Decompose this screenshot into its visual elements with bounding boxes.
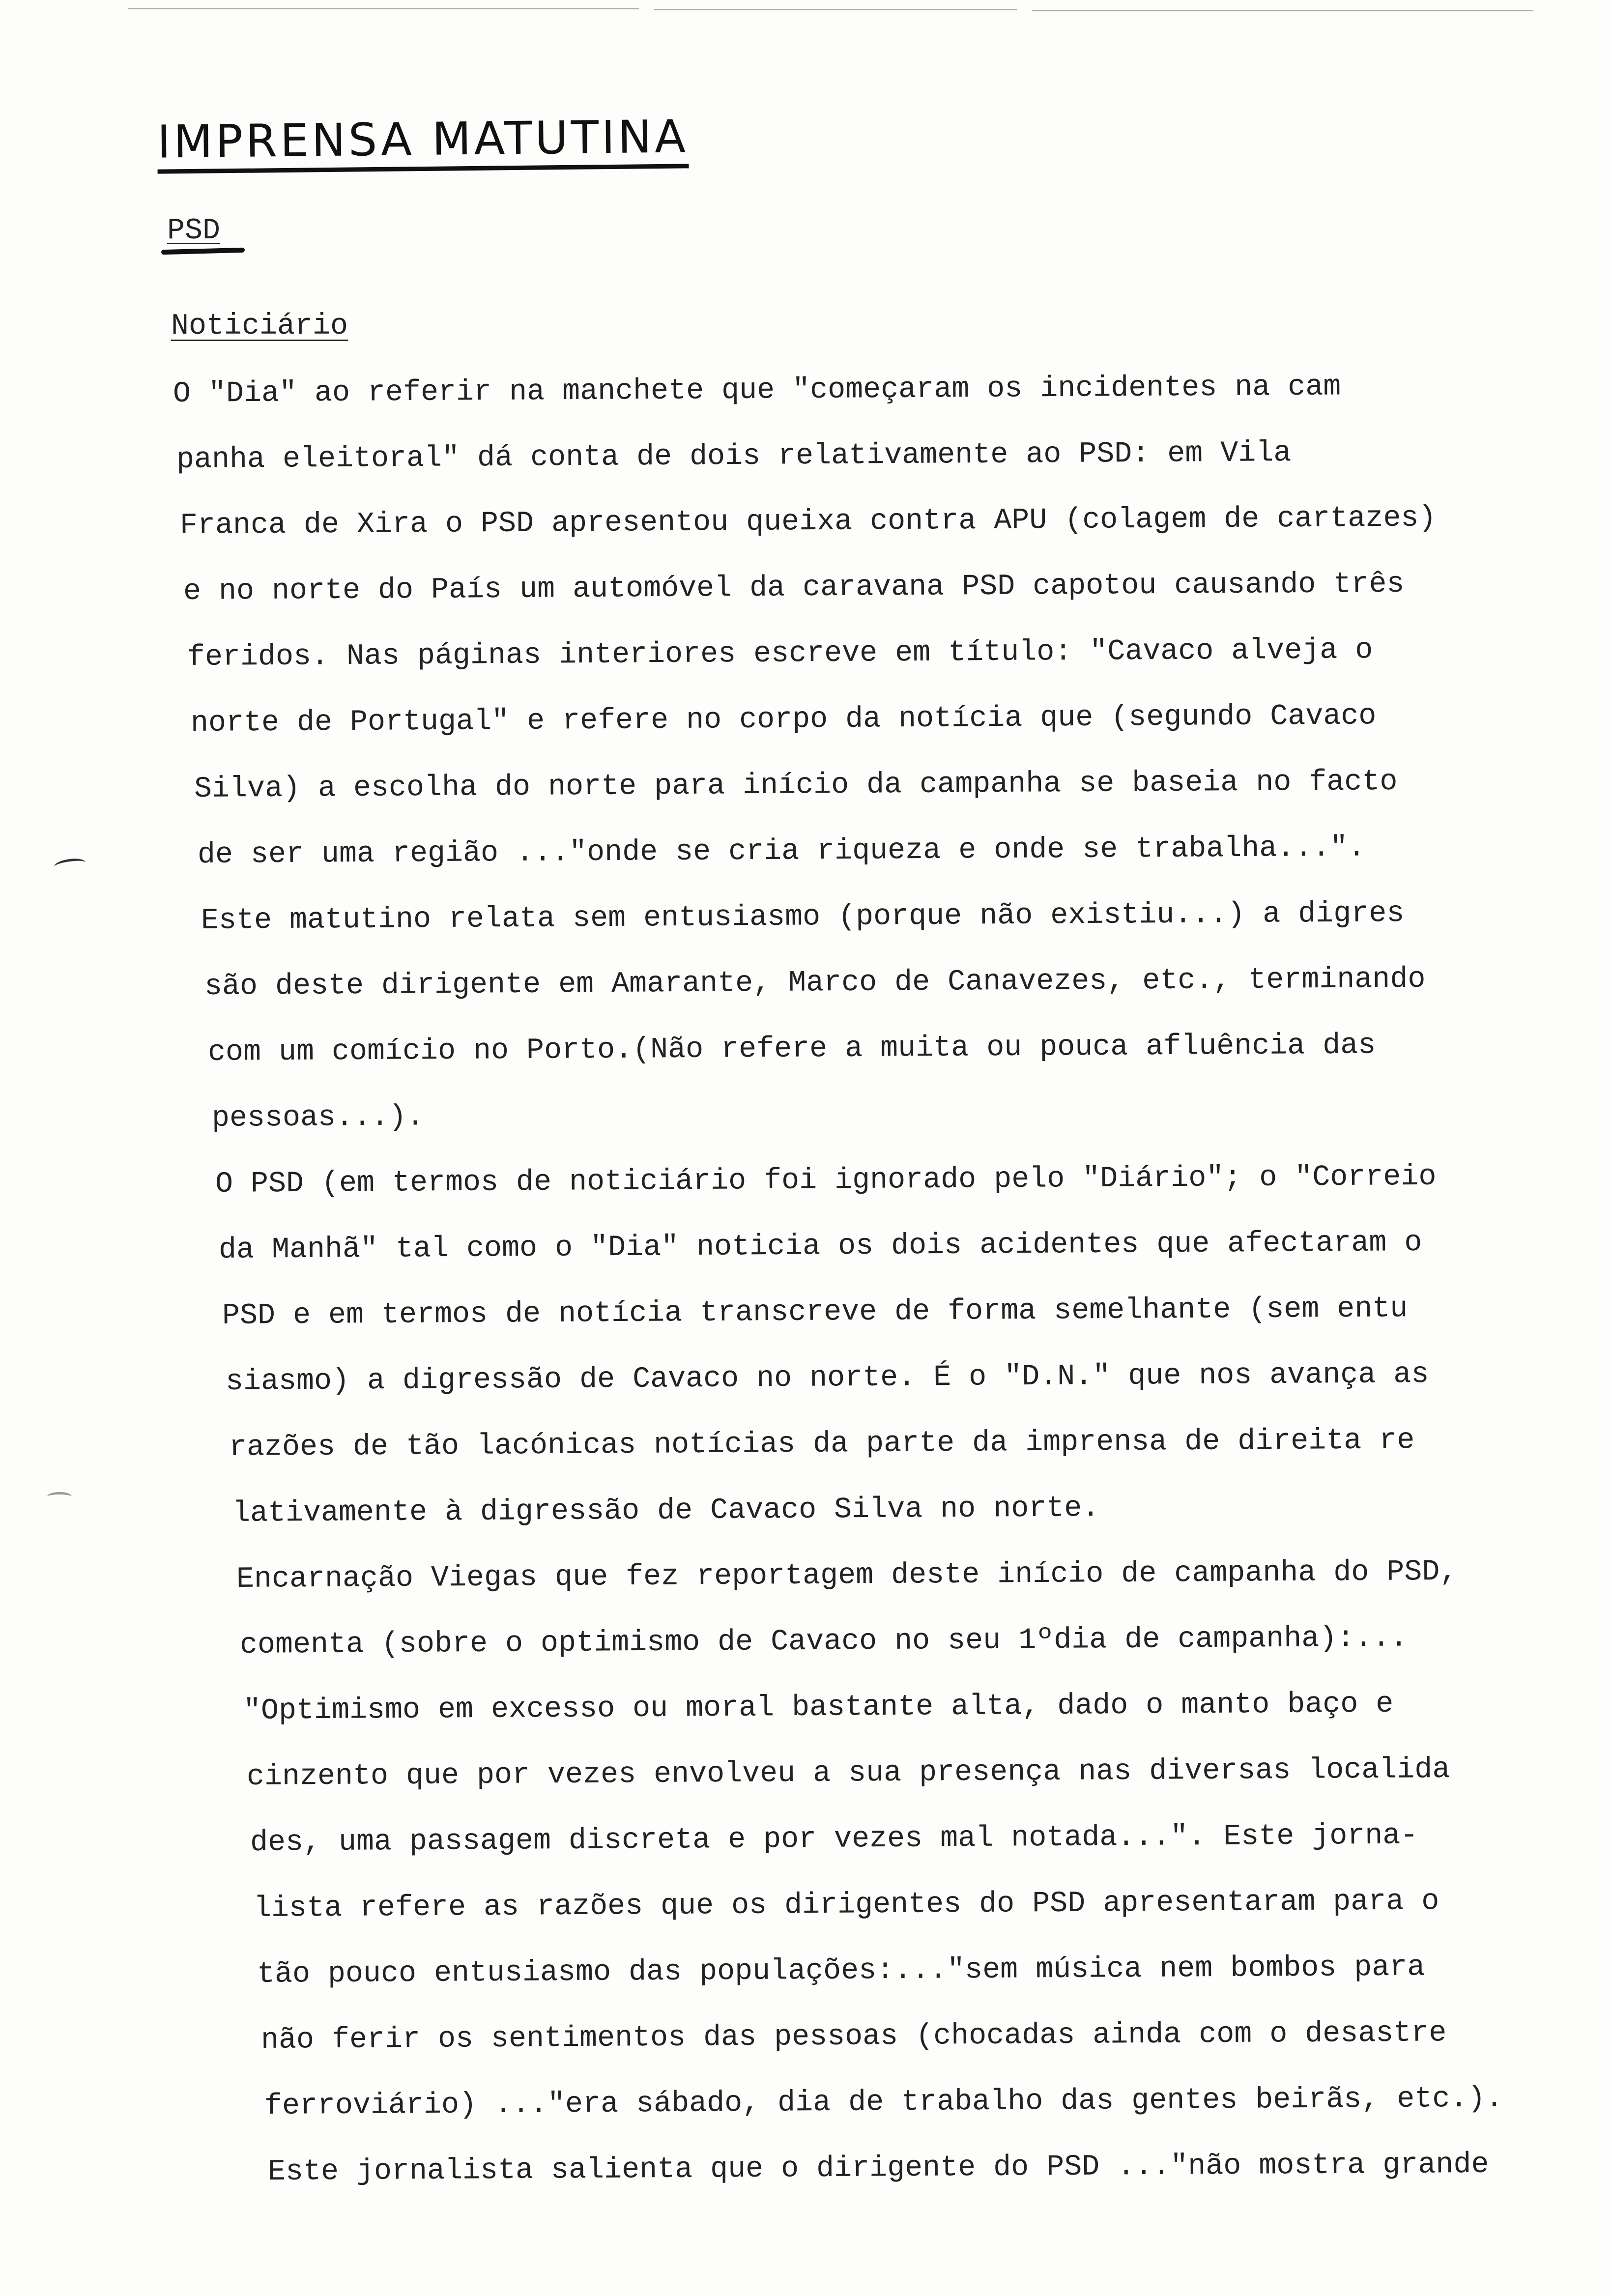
body-line: panha eleitoral" dá conta de dois relativamente ao PSD: em Vila xyxy=(176,436,1292,477)
body-line: Este matutino relata sem entusiasmo (porque não existiu...) a digres xyxy=(201,897,1405,938)
top-rule-right xyxy=(1032,10,1533,11)
body-line: O "Dia" ao referir na manchete que "começaram os incidentes na cam xyxy=(173,370,1341,411)
body-line: "Optimismo em excesso ou moral bastante alta, dado o manto baço e xyxy=(243,1687,1394,1728)
top-rule-left xyxy=(128,8,639,9)
margin-mark xyxy=(47,1492,72,1501)
body-line: lista refere as razões que os dirigentes do PSD apresentaram para o xyxy=(254,1885,1439,1925)
body-line: norte de Portugal" e refere no corpo da notícia que (segundo Cavaco xyxy=(190,699,1377,740)
body-line: O PSD (em termos de noticiário foi ignorado pelo "Diário"; o "Correio xyxy=(215,1160,1437,1201)
body-line: PSD e em termos de notícia transcreve de forma semelhante (sem entu xyxy=(222,1292,1408,1333)
body-line: feridos. Nas páginas interiores escreve em título: "Cavaco alveja o xyxy=(187,633,1373,674)
body-line: da Manhã" tal como o "Dia" noticia os dois acidentes que afectaram o xyxy=(218,1226,1422,1267)
section-label: PSD xyxy=(167,214,221,248)
body-line: ferroviário) ..."era sábado, dia de trabalho das gentes beirãs, etc.). xyxy=(264,2082,1503,2123)
body-line: Este jornalista salienta que o dirigente do PSD ..."não mostra grande xyxy=(267,2148,1489,2189)
body-line: lativamente à digressão de Cavaco Silva no norte. xyxy=(232,1492,1100,1530)
top-rule-middle xyxy=(654,9,1017,10)
body-line: Franca de Xira o PSD apresentou queixa contra APU (colagem de cartazes) xyxy=(180,501,1437,543)
margin-mark xyxy=(54,857,86,873)
body-line: razões de tão lacónicas notícias da parte da imprensa de direita re xyxy=(229,1424,1415,1464)
body-line: comenta (sobre o optimismo de Cavaco no seu 1ºdia de campanha):... xyxy=(239,1621,1408,1662)
body-line: não ferir os sentimentos das pessoas (chocadas ainda com o desastre xyxy=(260,2016,1447,2057)
body-line: cinzento que por vezes envolveu a sua presença nas diversas localida xyxy=(246,1753,1450,1794)
body-line: Encarnação Viegas que fez reportagem deste início de campanha do PSD, xyxy=(236,1555,1458,1596)
body-line: são deste dirigente em Amarante, Marco de Canavezes, etc., terminando xyxy=(204,962,1426,1004)
handwritten-title: IMPRENSA MATUTINA xyxy=(157,110,689,173)
body-line: Silva) a escolha do norte para início da campanha se baseia no facto xyxy=(194,765,1398,806)
subheading: Noticiário xyxy=(171,310,348,343)
body-line: siasmo) a digressão de Cavaco no norte. É o "D.N." que nos avança as xyxy=(225,1358,1429,1399)
body-line: des, uma passagem discreta e por vezes mal notada...". Este jorna- xyxy=(250,1819,1418,1860)
body-line: e no norte do País um automóvel da caravana PSD capotou causando três xyxy=(183,567,1405,608)
body-line: tão pouco entusiasmo das populações:..."sem música nem bombos para xyxy=(257,1951,1425,1991)
body-line: pessoas...). xyxy=(211,1100,424,1135)
body-line: de ser uma região ..."onde se cria riqueza e onde se trabalha...". xyxy=(197,831,1366,872)
body-line: com um comício no Porto.(Não refere a muita ou pouca afluência das xyxy=(208,1029,1376,1069)
section-underline-mark xyxy=(161,248,245,255)
